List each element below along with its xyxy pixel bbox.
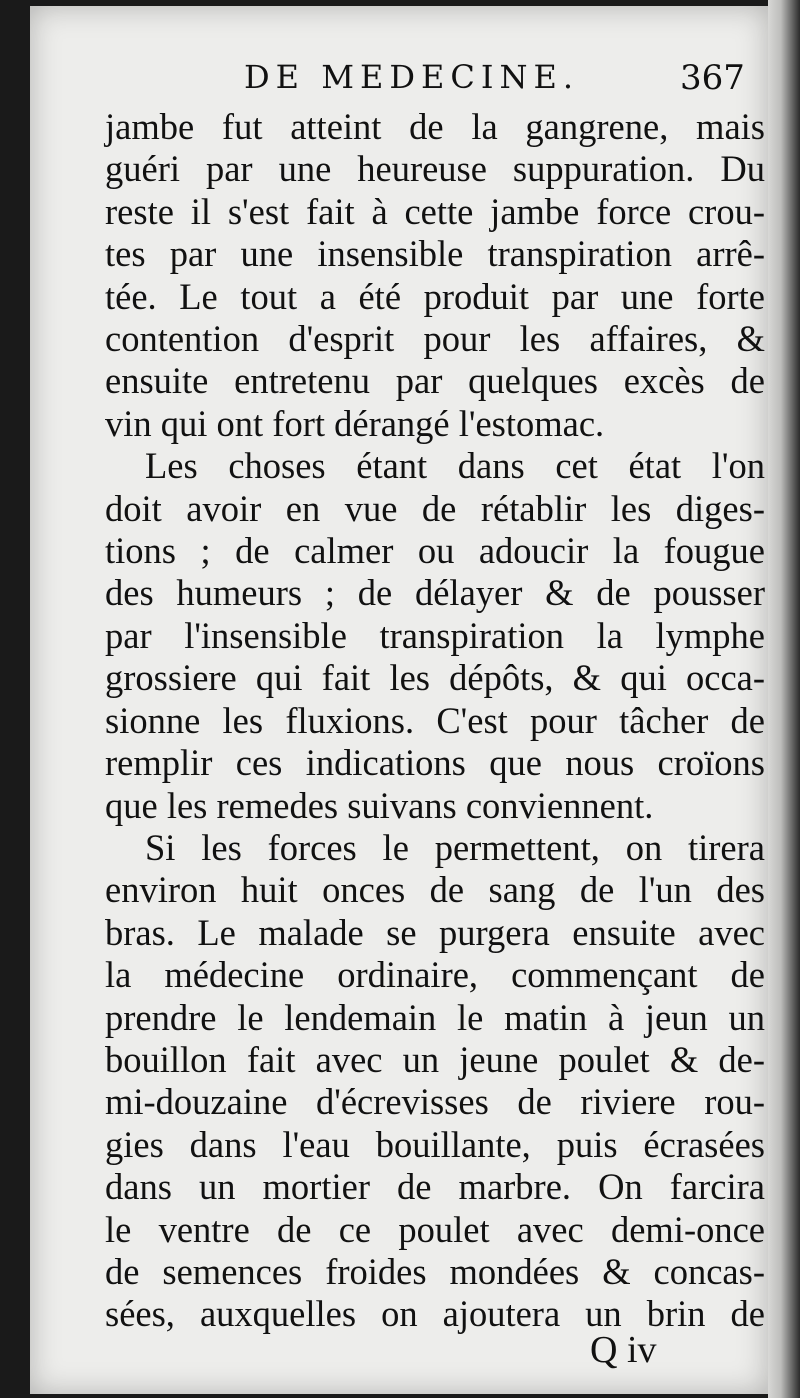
page-edge-shadow	[768, 0, 800, 1398]
text-line: le ventre de ce poulet avec demi-once	[105, 1208, 765, 1250]
text-line: guéri par une heureuse suppuration. Du	[105, 148, 765, 190]
text-line: des humeurs ; de délayer & de pousser	[105, 572, 765, 614]
text-line: ensuite entretenu par quelques excès de	[105, 360, 765, 402]
text-line: jambe fut atteint de la gangrene, mais	[105, 106, 765, 147]
text-line: grossiere qui fait les dépôts, & qui occa-	[105, 657, 765, 699]
body-text	[105, 106, 765, 1336]
text-line: que les remedes suivans conviennent.	[105, 784, 654, 826]
page-number: 367	[680, 58, 745, 98]
signature-mark: Q iv	[590, 1329, 657, 1371]
text-line: la médecine ordinaire, commençant de	[105, 954, 765, 996]
text-line: prendre le lendemain le matin à jeun un	[105, 996, 765, 1038]
text-line: mi-douzaine d'écrevisses de riviere rou-	[105, 1081, 765, 1123]
text-line: de semences froides mondées & concas-	[105, 1250, 765, 1292]
text-line: par l'insensible transpiration la lymphe	[105, 614, 765, 656]
text-line: bouillon fait avec un jeune poulet & de-	[105, 1038, 765, 1080]
text-line: remplir ces indications que nous croïons	[105, 742, 765, 784]
text-line: Si les forces le permettent, on tirera	[145, 826, 765, 868]
running-head: DE MEDECINE.	[244, 58, 579, 96]
text-line: tions ; de calmer ou adoucir la fougue	[105, 530, 765, 572]
text-line: contention d'esprit pour les affaires, &	[105, 318, 765, 360]
text-line: sionne les fluxions. C'est pour tâcher de	[105, 699, 765, 741]
text-line: dans un mortier de marbre. On farcira	[105, 1166, 765, 1208]
text-line: environ huit onces de sang de l'un des	[105, 869, 765, 911]
text-line: Les choses étant dans cet état l'on	[145, 445, 765, 487]
text-line: tes par une insensible transpiration arrê-	[105, 233, 765, 275]
book-page	[30, 6, 768, 1394]
text-line: doit avoir en vue de rétablir les diges-	[105, 487, 765, 529]
text-line: gies dans l'eau bouillante, puis écrasées	[105, 1123, 765, 1165]
text-line: bras. Le malade se purgera ensuite avec	[105, 911, 765, 953]
text-line: sées, auxquelles on ajoutera un brin de	[105, 1293, 765, 1335]
text-line: tée. Le tout a été produit par une forte	[105, 275, 765, 317]
text-line: reste il s'est fait à cette jambe force crou-	[105, 190, 765, 232]
text-line: vin qui ont fort dérangé l'estomac.	[105, 402, 605, 444]
